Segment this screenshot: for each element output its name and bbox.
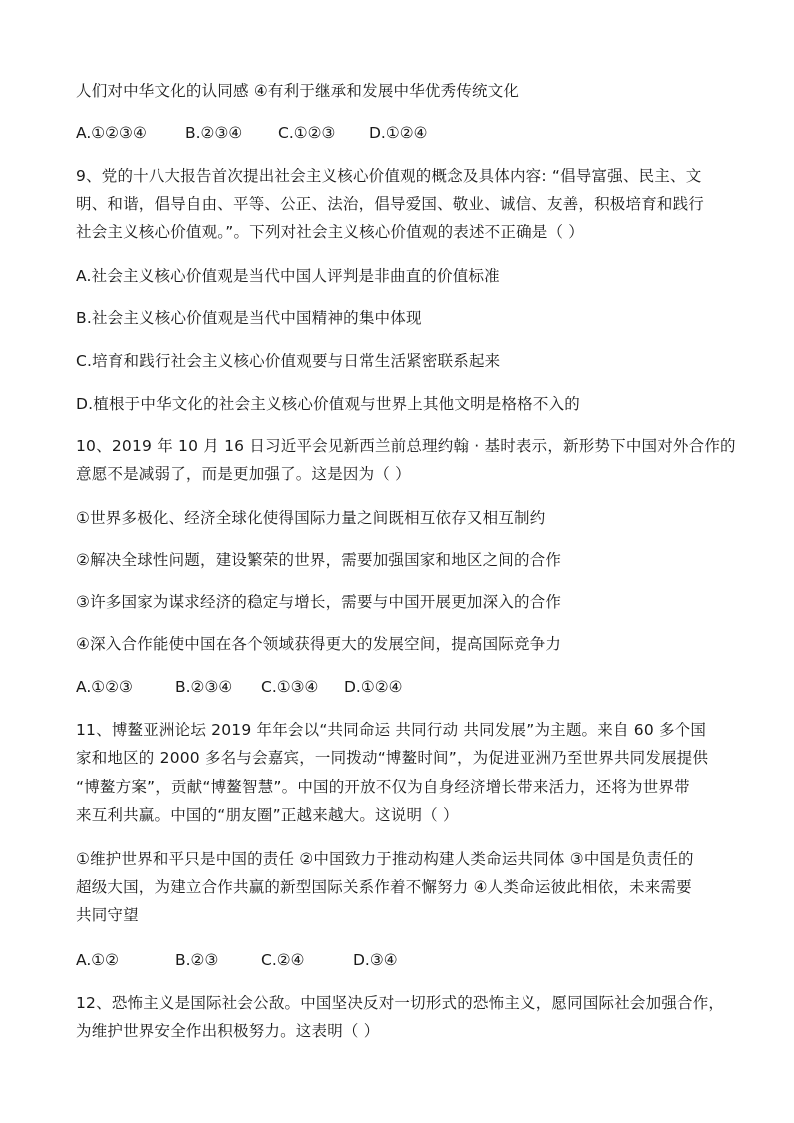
q11-statements-line-3: 共同守望 <box>76 906 139 924</box>
q11-stem-line-2: 家和地区的 2000 多名与会嘉宾，一同拨动“博鳌时间”，为促进亚洲乃至世界共同发展提供 <box>76 749 709 767</box>
q10-option-c: C.①③④ <box>261 678 319 696</box>
q9-choice-a: A.社会主义核心价值观是当代中国人评判是非曲直的价值标准 <box>76 267 500 285</box>
q8-statement-tail: 人们对中华文化的认同感 ④有利于继承和发展中华优秀传统文化 <box>76 82 520 100</box>
q11-stem-line-4: 来互利共赢。中国的“朋友圈”正越来越大。这说明（ ） <box>76 806 459 824</box>
q11-stem-line-3: “博鳌方案”，贡献“博鳌智慧”。中国的开放不仅为自身经济增长带来活力，还将为世界带 <box>76 778 690 796</box>
q10-statement-3: ③许多国家为谋求经济的稳定与增长，需要与中国开展更加深入的合作 <box>76 593 562 611</box>
q8-option-b: B.②③④ <box>185 124 243 142</box>
q9-choice-c: C.培育和践行社会主义核心价值观要与日常生活紧密联系起来 <box>76 352 501 370</box>
q9-stem-line-3: 社会主义核心价值观。”。下列对社会主义核心价值观的表述不正确是（ ） <box>76 223 585 241</box>
q9-choice-d: D.植根于中华文化的社会主义核心价值观与世界上其他文明是格格不入的 <box>76 395 580 413</box>
q9-choice-b: B.社会主义核心价值观是当代中国精神的集中体现 <box>76 309 422 327</box>
q10-option-a: A.①②③ <box>76 678 133 696</box>
q10-stem-line-1: 10、2019 年 10 月 16 日习近平会见新西兰前总理约翰 · 基时表示，新形势下中国对外合作的 <box>76 437 736 455</box>
q11-option-d: D.③④ <box>353 951 398 969</box>
q11-option-a: A.①② <box>76 951 120 969</box>
q10-statement-1: ①世界多极化、经济全球化使得国际力量之间既相互依存又相互制约 <box>76 509 546 527</box>
q10-option-d: D.①②④ <box>344 678 403 696</box>
q11-option-b: B.②③ <box>175 951 219 969</box>
q11-option-c: C.②④ <box>261 951 305 969</box>
q11-statements-line-2: 超级大国，为建立合作共赢的新型国际关系作着不懈努力 ④人类命运彼此相依，未来需要 <box>76 878 692 896</box>
q8-option-c: C.①②③ <box>278 124 336 142</box>
q11-stem-line-1: 11、博鳌亚洲论坛 2019 年年会以“共同命运 共同行动 共同发展”为主题。来自 60 多个国 <box>76 721 707 739</box>
q8-option-a: A.①②③④ <box>76 124 147 142</box>
q9-stem-line-2: 明、和谐，倡导自由、平等、公正、法治，倡导爱国、敬业、诚信、友善，积极培育和践行 <box>76 195 705 213</box>
q10-statement-2: ②解决全球性问题，建设繁荣的世界，需要加强国家和地区之间的合作 <box>76 551 562 569</box>
q9-stem-line-1: 9、党的十八大报告首次提出社会主义核心价值观的概念及具体内容: “倡导富强、民主、文 <box>76 167 702 185</box>
q11-statements-line-1: ①维护世界和平只是中国的责任 ②中国致力于推动构建人类命运共同体 ③中国是负责任的 <box>76 850 694 868</box>
q10-option-b: B.②③④ <box>175 678 233 696</box>
q10-statement-4: ④深入合作能使中国在各个领域获得更大的发展空间，提高国际竞争力 <box>76 635 562 653</box>
q8-option-d: D.①②④ <box>369 124 428 142</box>
q12-stem-line-2: 为维护世界安全作出积极努力。这表明（ ） <box>76 1022 380 1040</box>
q10-stem-line-2: 意愿不是减弱了，而是更加强了。这是因为（ ） <box>76 465 411 483</box>
q12-stem-line-1: 12、恐怖主义是国际社会公敌。中国坚决反对一切形式的恐怖主义，愿同国际社会加强合作， <box>76 994 725 1012</box>
